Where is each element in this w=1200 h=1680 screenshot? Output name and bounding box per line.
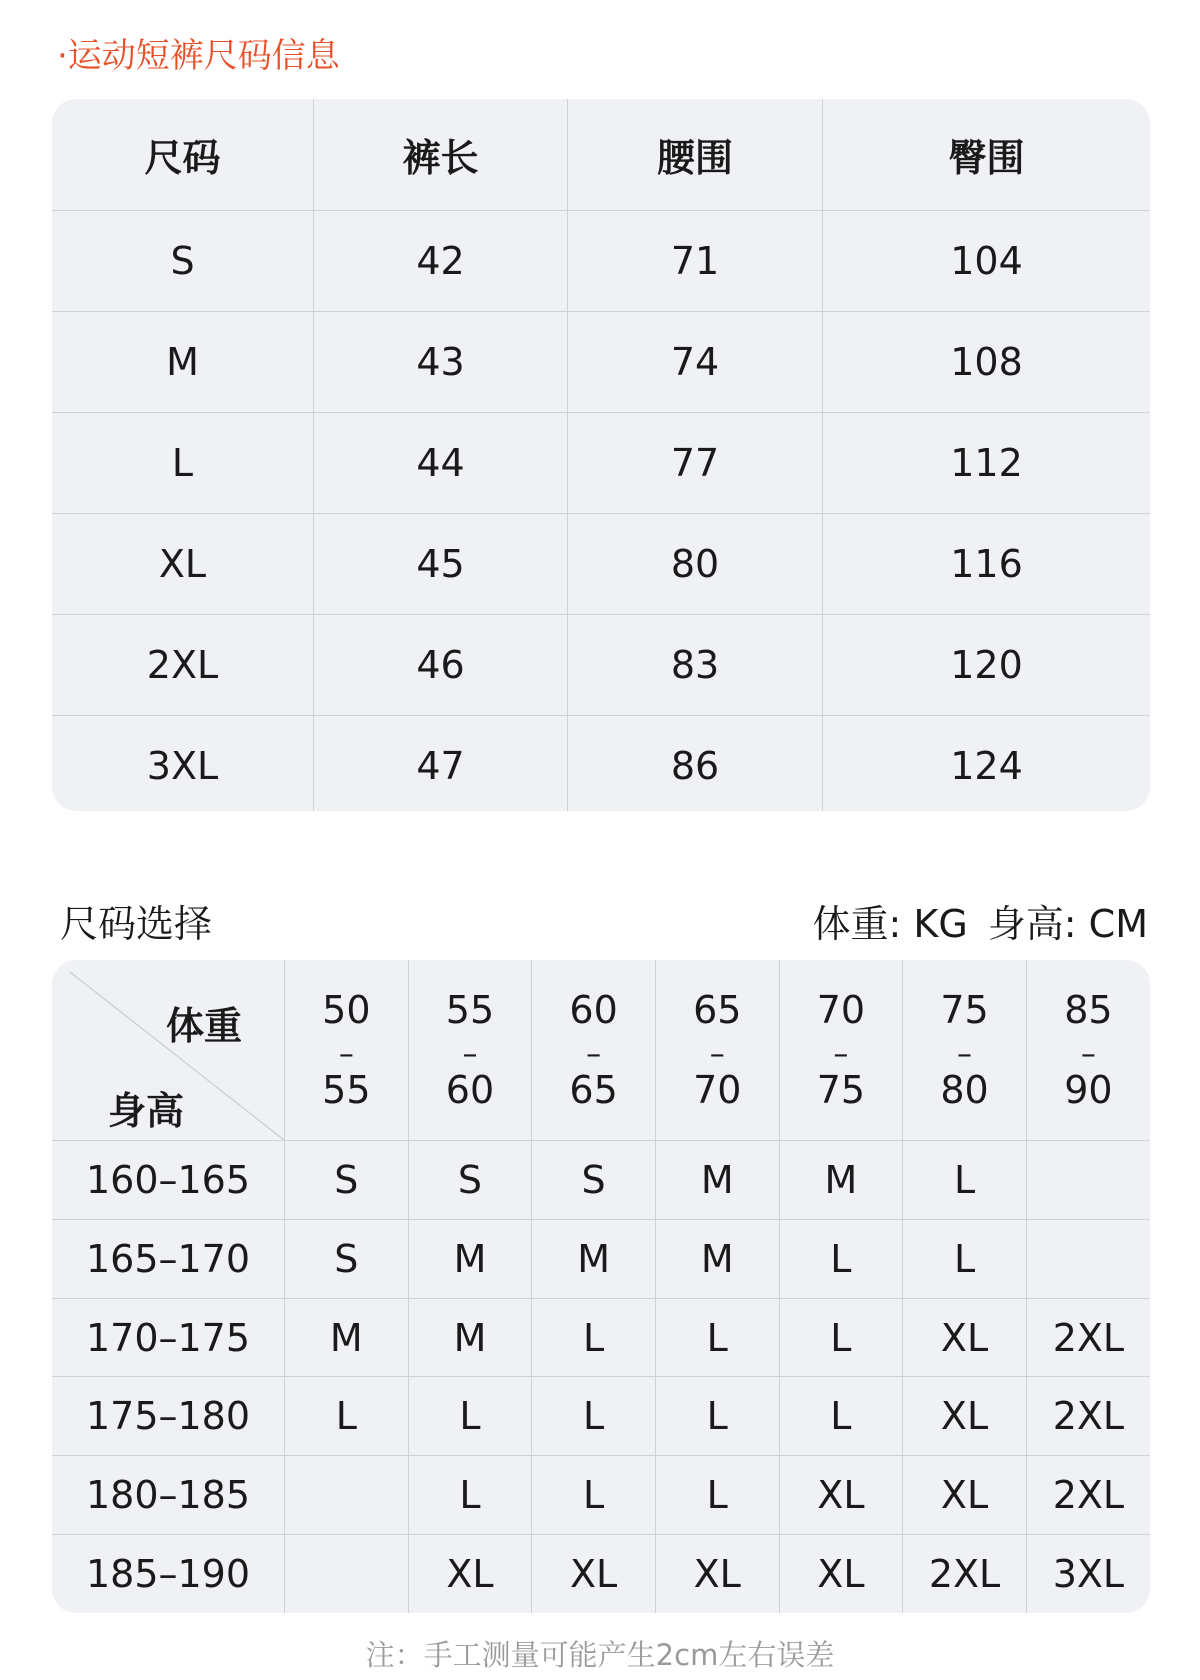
- weight-range-header: [285, 960, 409, 1141]
- range-max: 60: [445, 1068, 495, 1112]
- range-dash: –: [1080, 1037, 1096, 1072]
- range-min: 70: [816, 988, 866, 1032]
- corner-cell: [52, 960, 285, 1141]
- weight-range-header: [1026, 960, 1150, 1141]
- recommended-size-cell: L: [779, 1377, 903, 1456]
- range-max: 70: [693, 1068, 742, 1112]
- range-max: 65: [569, 1068, 618, 1112]
- section-title: ·运动短裤尺码信息: [57, 36, 340, 76]
- hip-cell: 120: [823, 615, 1151, 716]
- range-dash: –: [462, 1037, 478, 1072]
- size-selection-title: 尺码选择: [60, 902, 213, 946]
- recommended-size-cell: [285, 1456, 409, 1535]
- size-selection-card: [52, 960, 1150, 1613]
- recommended-size-cell: XL: [655, 1535, 779, 1613]
- recommended-size-cell: 3XL: [1052, 1552, 1125, 1597]
- range-max: 90: [1064, 1068, 1113, 1112]
- recommended-size-cell: M: [779, 1141, 903, 1220]
- range-min: 85: [1064, 988, 1113, 1032]
- length-cell: 42: [314, 211, 568, 312]
- recommended-size-cell: L: [532, 1456, 656, 1535]
- recommended-size-cell: [1026, 1141, 1150, 1220]
- size-cell: L: [52, 413, 314, 514]
- size-table-row: [52, 615, 1150, 716]
- header-length: 裤长: [314, 99, 568, 211]
- recommended-size-cell: XL: [903, 1377, 1027, 1456]
- height-range-cell: 175–180: [52, 1377, 285, 1456]
- waist-cell: 83: [568, 615, 823, 716]
- selection-header-row: [52, 960, 1150, 1141]
- range-min: 65: [693, 988, 742, 1032]
- length-cell: 43: [314, 312, 568, 413]
- recommended-size-cell: XL: [903, 1298, 1027, 1377]
- height-range-cell: 185–190: [52, 1535, 285, 1613]
- corner-height-label: 身高: [108, 1089, 185, 1133]
- recommended-size-cell: M: [532, 1219, 656, 1298]
- selection-row: [52, 1219, 1150, 1298]
- recommended-size-cell: M: [655, 1141, 779, 1220]
- recommended-size-cell: S: [285, 1219, 409, 1298]
- range-dash: –: [833, 1037, 849, 1072]
- recommended-size-cell: L: [779, 1219, 903, 1298]
- range-min: 55: [445, 988, 495, 1032]
- header-hip: 臀围: [823, 99, 1151, 211]
- range-dash: –: [709, 1037, 725, 1072]
- recommended-size-cell: S: [285, 1141, 409, 1220]
- height-range-cell: 180–185: [52, 1456, 285, 1535]
- hip-cell: 116: [823, 514, 1151, 615]
- size-table-row: [52, 312, 1150, 413]
- height-range-cell: 160–165: [52, 1141, 285, 1220]
- recommended-size-cell: L: [408, 1456, 532, 1535]
- weight-range-header: [779, 960, 903, 1141]
- corner-weight-label: 体重: [165, 1004, 242, 1048]
- recommended-size-cell: L: [408, 1377, 532, 1456]
- recommended-size-cell: [1026, 1219, 1150, 1298]
- recommended-size-cell: XL: [532, 1535, 656, 1613]
- weight-unit: 体重: KG: [812, 902, 968, 946]
- hip-cell: 124: [950, 744, 1023, 788]
- selection-row: [52, 1298, 1150, 1377]
- size-cell: XL: [52, 514, 314, 615]
- waist-cell: 74: [568, 312, 823, 413]
- recommended-size-cell: 2XL: [1026, 1456, 1150, 1535]
- recommended-size-cell: 2XL: [1026, 1298, 1150, 1377]
- recommended-size-cell: M: [408, 1298, 532, 1377]
- size-info-card: [52, 99, 1150, 811]
- height-range-cell: 170–175: [52, 1298, 285, 1377]
- recommended-size-cell: L: [903, 1141, 1027, 1220]
- weight-range-header: [532, 960, 656, 1141]
- recommended-size-cell: [285, 1535, 409, 1613]
- size-cell: S: [52, 211, 314, 312]
- height-unit: 身高: CM: [987, 902, 1148, 946]
- recommended-size-cell: L: [655, 1298, 779, 1377]
- range-min: 75: [940, 988, 989, 1032]
- size-cell: M: [52, 312, 314, 413]
- weight-range-header: [408, 960, 532, 1141]
- recommended-size-cell: M: [655, 1219, 779, 1298]
- recommended-size-cell: M: [285, 1298, 409, 1377]
- recommended-size-cell: XL: [903, 1456, 1027, 1535]
- selection-row: [52, 1141, 1150, 1220]
- size-cell: 3XL: [52, 716, 314, 812]
- recommended-size-cell: 2XL: [1026, 1377, 1150, 1456]
- size-selection-table: [52, 960, 1150, 1613]
- size-table-row: [52, 211, 1150, 312]
- selection-row: [52, 1456, 1150, 1535]
- header-waist: 腰围: [568, 99, 823, 211]
- waist-cell: 80: [568, 514, 823, 615]
- recommended-size-cell: L: [285, 1377, 409, 1456]
- waist-cell: 86: [568, 716, 823, 812]
- waist-cell: 77: [568, 413, 823, 514]
- range-dash: –: [338, 1037, 354, 1072]
- height-range-cell: 165–170: [52, 1219, 285, 1298]
- recommended-size-cell: L: [655, 1456, 779, 1535]
- recommended-size-cell: XL: [408, 1535, 532, 1613]
- recommended-size-cell: M: [408, 1219, 532, 1298]
- selection-row: [52, 1535, 1150, 1613]
- recommended-size-cell: L: [655, 1377, 779, 1456]
- length-cell: 44: [314, 413, 568, 514]
- length-cell: 46: [314, 615, 568, 716]
- hip-cell: 108: [823, 312, 1151, 413]
- recommended-size-cell: S: [408, 1141, 532, 1220]
- recommended-size-cell: L: [532, 1377, 656, 1456]
- recommended-size-cell: S: [532, 1141, 656, 1220]
- range-dash: –: [957, 1037, 973, 1072]
- length-cell: 45: [314, 514, 568, 615]
- length-cell: 47: [314, 716, 568, 812]
- recommended-size-cell: XL: [779, 1456, 903, 1535]
- range-max: 55: [322, 1068, 371, 1112]
- unit-label: [813, 893, 1148, 948]
- size-table-row: [52, 716, 1150, 812]
- size-table-row: [52, 413, 1150, 514]
- weight-range-header: [655, 960, 779, 1141]
- range-dash: –: [586, 1037, 602, 1072]
- measurement-note: 注：手工测量可能产生2cm左右误差: [365, 1638, 835, 1672]
- size-cell: 2XL: [52, 615, 314, 716]
- hip-cell: 112: [823, 413, 1151, 514]
- size-table-header-row: [52, 99, 1150, 211]
- header-size: 尺码: [52, 99, 314, 211]
- hip-cell: 104: [823, 211, 1151, 312]
- selection-row: [52, 1377, 1150, 1456]
- recommended-size-cell: L: [779, 1298, 903, 1377]
- recommended-size-cell: L: [532, 1298, 656, 1377]
- waist-cell: 71: [568, 211, 823, 312]
- recommended-size-cell: 2XL: [903, 1535, 1027, 1613]
- size-table-row: [52, 514, 1150, 615]
- recommended-size-cell: L: [903, 1219, 1027, 1298]
- range-max: 75: [816, 1068, 866, 1112]
- range-max: 80: [940, 1068, 989, 1112]
- size-info-table: [52, 99, 1150, 811]
- weight-range-header: [903, 960, 1027, 1141]
- recommended-size-cell: XL: [779, 1535, 903, 1613]
- range-min: 50: [322, 988, 371, 1032]
- range-min: 60: [569, 988, 618, 1032]
